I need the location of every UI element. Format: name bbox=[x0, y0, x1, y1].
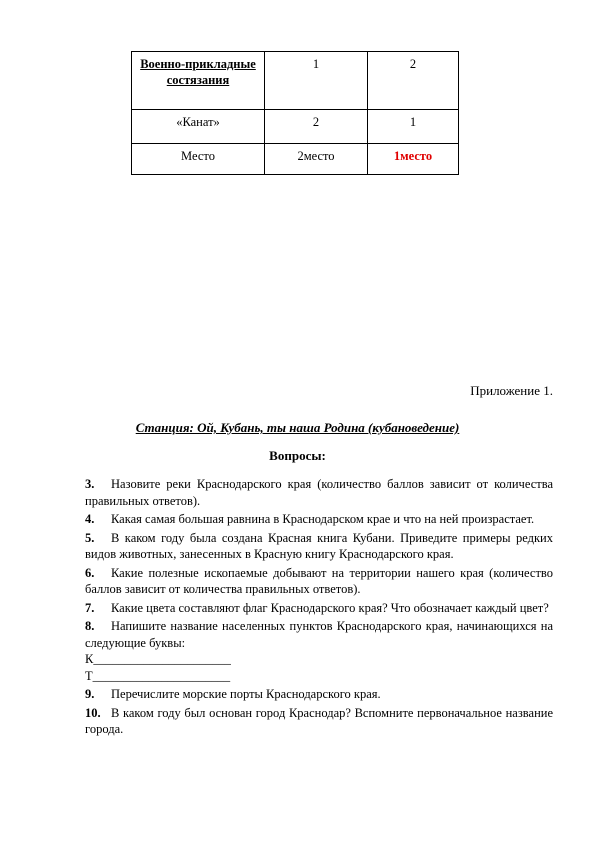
question-text: В каком году был основан город Краснодар? Вспомните первоначальное название города. bbox=[85, 705, 553, 736]
table-cell: 2 bbox=[265, 110, 368, 144]
question-item bbox=[85, 476, 553, 509]
question-number: 7. bbox=[85, 600, 95, 615]
question-number: 3. bbox=[85, 477, 95, 491]
question-number: 10. bbox=[85, 705, 101, 720]
table-cell: 2место bbox=[265, 144, 368, 175]
question-item bbox=[85, 686, 553, 703]
question-number: 8. bbox=[85, 619, 95, 633]
question-text: В каком году была создана Красная книга Кубани. Приведите примеры редких видов животных, занесенных в Красную книгу Краснодарского края. bbox=[85, 530, 553, 561]
question-text: Напишите название населенных пунктов Краснодарского края, начинающихся на следующие буквы: bbox=[85, 619, 553, 650]
appendix-label: Приложение 1. bbox=[470, 383, 553, 398]
questions-list bbox=[85, 476, 553, 740]
table-cell-label: Место bbox=[132, 144, 265, 175]
answer-blank: К______________________ bbox=[85, 652, 231, 666]
question-text: Перечислите морские порты Краснодарского края. bbox=[111, 687, 381, 701]
question-text: Какие цвета составляют флаг Краснодарского края? Что обозначает каждый цвет? bbox=[111, 600, 549, 615]
question-number: 5. bbox=[85, 530, 95, 545]
question-item bbox=[85, 565, 553, 598]
table-row bbox=[132, 52, 459, 110]
question-item bbox=[85, 530, 553, 563]
table-cell-label: «Канат» bbox=[132, 110, 265, 144]
question-number: 4. bbox=[85, 512, 95, 526]
question-item bbox=[85, 600, 553, 617]
question-item bbox=[85, 511, 553, 528]
question-item bbox=[85, 618, 553, 684]
table-cell: 2 bbox=[368, 52, 459, 110]
table-cell: 1 bbox=[368, 110, 459, 144]
table-row bbox=[132, 110, 459, 144]
first-place-cell: 1место bbox=[368, 144, 459, 175]
table-cell-label: Военно-прикладные состязания bbox=[132, 52, 265, 110]
questions-title: Вопросы: bbox=[269, 448, 326, 463]
question-text: Какие полезные ископаемые добывают на территории нашего края (количество баллов зависит от количества правильных ответов). bbox=[85, 565, 553, 596]
question-item bbox=[85, 705, 553, 738]
table-cell: 1 bbox=[265, 52, 368, 110]
table-row bbox=[132, 144, 459, 175]
question-text: Назовите реки Краснодарского края (количество баллов зависит от количества правильных ответов). bbox=[85, 477, 553, 508]
answer-blank: Т______________________ bbox=[85, 668, 231, 683]
results-table bbox=[131, 51, 459, 175]
question-number: 9. bbox=[85, 687, 95, 701]
question-number: 6. bbox=[85, 565, 95, 580]
station-title: Станция: Ой, Кубань, ты наша Родина (кубановедение) bbox=[135, 420, 460, 435]
question-text: Какая самая большая равнина в Краснодарском крае и что на ней произрастает. bbox=[111, 512, 535, 526]
